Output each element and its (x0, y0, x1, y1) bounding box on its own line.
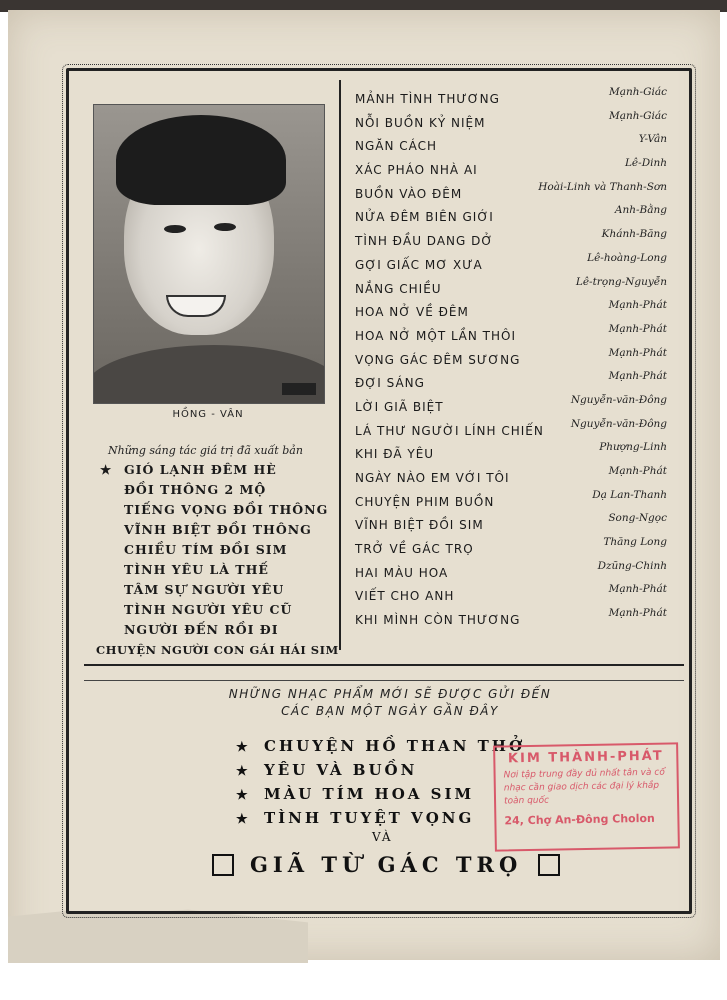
song-title: LÁ THƯ NGƯỜI LÍNH CHIẾN (355, 423, 544, 438)
song-author: Mạnh-Phát (608, 607, 667, 620)
song-author: Anh-Bằng (614, 204, 667, 217)
song-author: Lê-trọng-Nguyễn (575, 275, 667, 288)
song-author: Mạnh-Phát (608, 346, 667, 359)
star-icon: ★ (100, 462, 113, 477)
song-title: XÁC PHÁO NHÀ AI (355, 163, 478, 178)
star-icon: ★ (236, 740, 251, 755)
song-author: Nguyễn-văn-Đông (570, 417, 667, 430)
song-title: GỢI GIẤC MƠ XƯA (355, 257, 483, 272)
song-title: NGÀY NÀO EM VỚI TÔI (355, 471, 510, 485)
published-work: TÌNH YÊU LÀ THẾ (124, 562, 269, 577)
published-work: ★ GIÓ LẠNH ĐÊM HÈ (90, 460, 335, 480)
song-title: VĨNH BIỆT ĐỒI SIM (355, 518, 484, 533)
published-work: CHIỀU TÍM ĐỒI SIM (124, 542, 288, 557)
song-author: Mạnh-Giác (609, 109, 667, 122)
published-works-list (90, 460, 339, 660)
announcement-line: NHỮNG NHẠC PHẨM MỚI SẼ ĐƯỢC GỬI ĐẾN (228, 687, 552, 701)
song-author: Y-Vân (638, 133, 667, 146)
song-author: Mạnh-Giác (609, 86, 667, 98)
song-title: TÌNH ĐẦU DANG DỞ (355, 234, 494, 249)
section-divider (84, 664, 684, 666)
composer-photo (93, 104, 325, 404)
upcoming-work: ★ YÊU VÀ BUỒN (236, 758, 525, 782)
song-author: Mạnh-Phát (608, 583, 667, 596)
published-work: TÂM SỰ NGƯỜI YÊU (124, 582, 285, 597)
stamp-description: Nơi tập trung đầy đủ nhất tân và cổ nhạc cần giao dịch các đại lý khắp toàn quốc (503, 767, 665, 807)
upcoming-works-list (236, 734, 525, 830)
upcoming-work: ★ TÌNH TUYỆT VỌNG (236, 806, 525, 830)
announcement-line: CÁC BẠN MỘT NGÀY GẦN ĐÂY (281, 704, 499, 718)
published-work: ĐỒI THÔNG 2 MỘ (124, 482, 267, 497)
column-divider (339, 80, 341, 650)
star-icon: ★ (236, 764, 251, 779)
song-author: Dzũng-Chinh (597, 559, 667, 572)
song-title: VỌNG GÁC ĐÊM SƯƠNG (355, 352, 521, 367)
song-title: CHUYỆN PHIM BUỒN (355, 494, 495, 509)
featured-title (212, 852, 572, 877)
song-title: NỖI BUỒN KỶ NIỆM (355, 115, 486, 130)
song-author: Dạ Lan-Thanh (592, 488, 667, 501)
song-author: Khánh-Băng (601, 228, 667, 241)
star-icon: ★ (236, 788, 251, 803)
upcoming-work: ★ MÀU TÍM HOA SIM (236, 782, 525, 806)
song-title: VIẾT CHO ANH (355, 589, 455, 604)
song-author: Hoài-Linh và Thanh-Sơn (538, 180, 667, 193)
song-title: LỜI GIÃ BIỆT (355, 399, 444, 414)
featured-title-text: GIÃ TỪ GÁC TRỌ (250, 852, 523, 877)
photo-caption: HỒNG - VÂN (172, 409, 244, 420)
song-author: Phượng-Linh (599, 441, 667, 454)
published-work: CHUYỆN NGƯỜI CON GÁI HÁI SIM (96, 643, 339, 657)
song-title: ĐỢI SÁNG (355, 376, 425, 391)
song-title: BUỒN VÀO ĐÊM (355, 186, 463, 201)
song-author: Song-Ngọc (608, 512, 667, 525)
announcement (200, 686, 580, 720)
song-row (355, 607, 675, 631)
ornament-icon (538, 854, 560, 876)
publisher-stamp (493, 742, 680, 851)
song-title: KHI ĐÃ YÊU (355, 447, 435, 462)
song-author: Thăng Long (603, 536, 667, 549)
section-divider-thin (84, 680, 684, 681)
upcoming-work: ★ CHUYỆN HỒ THAN THỞ (236, 734, 525, 758)
ornament-icon (212, 854, 234, 876)
published-heading: Những sáng tác giá trị đã xuất bản (108, 444, 303, 457)
song-list (355, 86, 675, 631)
published-work: NGƯỜI ĐẾN RỒI ĐI (124, 622, 279, 637)
song-title: NẮNG CHIỀU (355, 281, 442, 296)
song-title: NGĂN CÁCH (355, 139, 438, 154)
song-author: Lê-Dinh (624, 157, 667, 170)
song-title: HOA NỞ MỘT LẦN THÔI (355, 328, 516, 343)
song-title: MẢNH TÌNH THƯƠNG (355, 92, 500, 106)
star-icon: ★ (236, 812, 251, 827)
song-title: HAI MÀU HOA (355, 565, 449, 580)
song-author: Nguyễn-văn-Đông (570, 393, 667, 406)
stamp-address: 24, Chợ An-Đông Cholon (504, 811, 655, 828)
song-author: Mạnh-Phát (608, 322, 667, 335)
song-title: HOA NỞ VỀ ĐÊM (355, 305, 469, 320)
song-title: TRỞ VỀ GÁC TRỌ (355, 542, 474, 557)
song-author: Mạnh-Phát (608, 370, 667, 383)
published-work: VĨNH BIỆT ĐỒI THÔNG (124, 522, 312, 537)
song-author: Lê-hoàng-Long (587, 251, 667, 264)
published-work: TÌNH NGƯỜI YÊU CŨ (124, 602, 293, 617)
song-title: KHI MÌNH CÒN THƯƠNG (355, 613, 521, 628)
stamp-name: KIM THÀNH-PHÁT (507, 748, 664, 767)
song-title: NỬA ĐÊM BIÊN GIỚI (355, 210, 494, 225)
published-work: TIẾNG VỌNG ĐỒI THÔNG (124, 502, 329, 517)
song-row (355, 110, 675, 134)
song-author: Mạnh-Phát (608, 465, 667, 477)
song-author: Mạnh-Phát (608, 299, 667, 312)
conjunction: VÀ (372, 830, 393, 844)
